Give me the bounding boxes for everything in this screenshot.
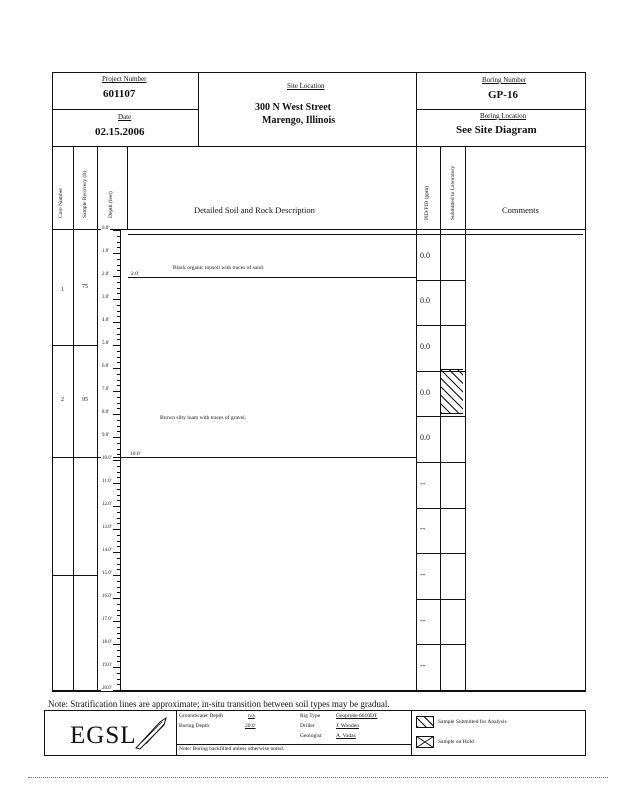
depth-tick [113, 391, 121, 392]
depth-tick-label: 12.0' [102, 502, 112, 507]
depth-minor-tick [117, 500, 121, 501]
core-recovery: 75 [82, 284, 88, 290]
depth-tick-label: 11.0' [102, 479, 112, 484]
depth-minor-tick [117, 305, 121, 306]
boring-location: See Site Diagram [456, 124, 537, 136]
depth-minor-tick [117, 311, 121, 312]
col-core-number: Core Number [58, 187, 64, 218]
depth-tick-label: 2.0' [102, 272, 110, 277]
depth-tick [113, 667, 121, 668]
depth-minor-tick [117, 472, 121, 473]
depth-tick [113, 460, 121, 461]
depth-minor-tick [117, 242, 121, 243]
depth-tick [113, 345, 121, 346]
site-location-label: Site Location [287, 82, 325, 90]
depth-tick-label: 9.0' [102, 433, 110, 438]
pid-interval-line [416, 416, 465, 417]
depth-tick [113, 598, 121, 599]
submitted-sample-hatch [441, 369, 463, 414]
depth-tick [113, 276, 121, 277]
core-number: 2 [61, 397, 64, 403]
driller-value: J. Wooden [336, 723, 359, 729]
depth-tick-label: 16.0' [102, 594, 112, 599]
col-submitted: Submitted to Laboratory [450, 165, 456, 220]
stratum-depth-label: 10.0' [130, 451, 141, 457]
depth-tick [113, 529, 121, 530]
depth-minor-tick [117, 282, 121, 283]
backfill-note: Note: Boring backfilled unless otherwise noted. [179, 746, 285, 752]
depth-minor-tick [117, 512, 121, 513]
depth-minor-tick [117, 569, 121, 570]
groundwater-label: Groundwater Depth [179, 713, 223, 719]
depth-tick-label: 20.0' [102, 686, 112, 691]
legend-hold-label: Sample on Hold [438, 739, 474, 745]
rig-type-value: Geoprobe 6610DT [336, 713, 378, 719]
depth-tick-label: 17.0' [102, 617, 112, 622]
depth-tick-label: 8.0' [102, 410, 110, 415]
depth-tick-label: 0.0' [102, 226, 110, 231]
legend-submitted-swatch [416, 716, 434, 728]
depth-minor-tick [117, 270, 121, 271]
project-number: 601107 [103, 88, 136, 100]
boring-depth-value: 20.0' [245, 723, 256, 729]
depth-tick [113, 322, 121, 323]
depth-minor-tick [117, 615, 121, 616]
depth-tick-label: 4.0' [102, 318, 110, 323]
boring-number-label: Boring Number [482, 76, 527, 84]
depth-minor-tick [117, 638, 121, 639]
depth-minor-tick [117, 259, 121, 260]
depth-minor-tick [117, 454, 121, 455]
pid-reading: 0.0 [420, 387, 430, 397]
depth-minor-tick [117, 495, 121, 496]
depth-tick [113, 253, 121, 254]
depth-tick-label: 6.0' [102, 364, 110, 369]
core-number: 1 [61, 287, 64, 293]
depth-tick-label: 10.0' [102, 456, 112, 461]
pid-interval-line [416, 599, 465, 600]
stratum-depth-label: 2.0' [131, 271, 139, 277]
depth-minor-tick [117, 351, 121, 352]
depth-minor-tick [117, 288, 121, 289]
col-sample-recovery: Sample Recovery (ft) [82, 170, 88, 218]
scan-edge-divider [28, 777, 608, 778]
depth-minor-tick [117, 380, 121, 381]
depth-tick [113, 621, 121, 622]
rig-type-label: Rig Type [300, 713, 321, 719]
depth-minor-tick [117, 523, 121, 524]
core-recovery: 95 [82, 397, 88, 403]
depth-tick [113, 299, 121, 300]
boring-depth-label: Boring Depth [179, 723, 210, 729]
depth-minor-tick [117, 408, 121, 409]
depth-minor-tick [117, 673, 121, 674]
stratification-note: Note: Stratification lines are approximate; in-situ transition between soil types may be gradual. [48, 699, 390, 709]
pid-interval-line [416, 280, 465, 281]
pid-reading: -- [420, 615, 426, 625]
pid-reading: 0.0 [420, 433, 430, 443]
depth-minor-tick [117, 558, 121, 559]
depth-minor-tick [117, 650, 121, 651]
pid-interval-line [416, 508, 465, 509]
date-label: Date [118, 113, 132, 121]
pid-reading: -- [420, 524, 426, 534]
depth-minor-tick [117, 679, 121, 680]
depth-minor-tick [117, 684, 121, 685]
depth-minor-tick [117, 431, 121, 432]
depth-tick [113, 230, 121, 231]
depth-minor-tick [117, 656, 121, 657]
log-date: 02.15.2006 [95, 126, 145, 138]
depth-tick [113, 414, 121, 415]
egsl-logo: EGSL [70, 722, 137, 749]
stratum-description: Black organic topsoil with traces of sand. [173, 265, 265, 271]
depth-minor-tick [117, 420, 121, 421]
pid-interval-line [416, 462, 465, 463]
depth-minor-tick [117, 374, 121, 375]
depth-tick-label: 18.0' [102, 640, 112, 645]
depth-minor-tick [117, 564, 121, 565]
depth-tick-label: 13.0' [102, 525, 112, 530]
pid-interval-line [416, 644, 465, 645]
depth-tick [113, 690, 121, 691]
project-number-label: Project Number [102, 75, 147, 83]
depth-minor-tick [117, 265, 121, 266]
col-pid: PID/FID (ppm) [424, 185, 430, 220]
depth-minor-tick [117, 541, 121, 542]
depth-minor-tick [117, 328, 121, 329]
depth-tick [113, 506, 121, 507]
col-description: Detailed Soil and Rock Description [194, 205, 315, 215]
boring-location-label: Boring Location [480, 112, 527, 120]
depth-minor-tick [117, 426, 121, 427]
depth-minor-tick [117, 477, 121, 478]
pid-reading: 0.0 [420, 296, 430, 306]
depth-tick [113, 552, 121, 553]
depth-tick-label: 3.0' [102, 295, 110, 300]
legend-submitted-label: Sample Submitted for Analysis [438, 719, 507, 725]
depth-tick [113, 368, 121, 369]
depth-minor-tick [117, 397, 121, 398]
depth-tick-label: 19.0' [102, 663, 112, 668]
depth-minor-tick [117, 546, 121, 547]
depth-minor-tick [117, 604, 121, 605]
depth-minor-tick [117, 466, 121, 467]
depth-minor-tick [117, 587, 121, 588]
site-address-line2: Marengo, Illinois [262, 115, 336, 126]
depth-minor-tick [117, 535, 121, 536]
depth-minor-tick [117, 449, 121, 450]
pid-reading: 0.0 [420, 250, 430, 260]
boring-log-sheet [52, 72, 586, 692]
groundwater-value: n/a [248, 713, 255, 719]
depth-minor-tick [117, 443, 121, 444]
depth-minor-tick [117, 661, 121, 662]
depth-minor-tick [117, 592, 121, 593]
depth-tick-label: 14.0' [102, 548, 112, 553]
depth-minor-tick [117, 247, 121, 248]
depth-tick [113, 575, 121, 576]
pid-interval-line [416, 553, 465, 554]
pen-nib-icon [134, 716, 168, 750]
stratum-description: Brown silty loam with traces of gravel. [160, 415, 246, 421]
legend-hold-swatch [416, 736, 434, 748]
geologist-label: Geologist [300, 733, 322, 739]
driller-label: Driller [300, 723, 315, 729]
depth-minor-tick [117, 518, 121, 519]
site-address-line1: 300 N West Street [255, 102, 332, 113]
depth-tick [113, 437, 121, 438]
depth-minor-tick [117, 362, 121, 363]
depth-minor-tick [117, 633, 121, 634]
pid-reading: -- [420, 478, 426, 488]
depth-minor-tick [117, 357, 121, 358]
depth-tick [113, 483, 121, 484]
pid-reading: 0.0 [420, 342, 430, 351]
depth-minor-tick [117, 334, 121, 335]
depth-tick-label: 1.0' [102, 249, 110, 254]
depth-minor-tick [117, 339, 121, 340]
pid-interval-line [416, 325, 465, 326]
depth-tick-label: 15.0' [102, 571, 112, 576]
depth-minor-tick [117, 236, 121, 237]
depth-minor-tick [117, 627, 121, 628]
depth-tick-label: 7.0' [102, 387, 110, 392]
depth-tick [113, 644, 121, 645]
depth-minor-tick [117, 385, 121, 386]
depth-minor-tick [117, 316, 121, 317]
pid-reading: -- [420, 661, 426, 671]
pid-reading: -- [420, 570, 426, 579]
col-depth: Depth (feet) [108, 191, 114, 218]
depth-minor-tick [117, 610, 121, 611]
depth-minor-tick [117, 293, 121, 294]
depth-tick-label: 5.0' [102, 341, 110, 346]
depth-minor-tick [117, 581, 121, 582]
boring-number: GP-16 [488, 89, 518, 101]
depth-minor-tick [117, 489, 121, 490]
depth-minor-tick [117, 403, 121, 404]
pid-interval-line [416, 234, 465, 235]
col-comments: Comments [502, 205, 539, 215]
geologist-value: A. Vadas [336, 733, 356, 739]
